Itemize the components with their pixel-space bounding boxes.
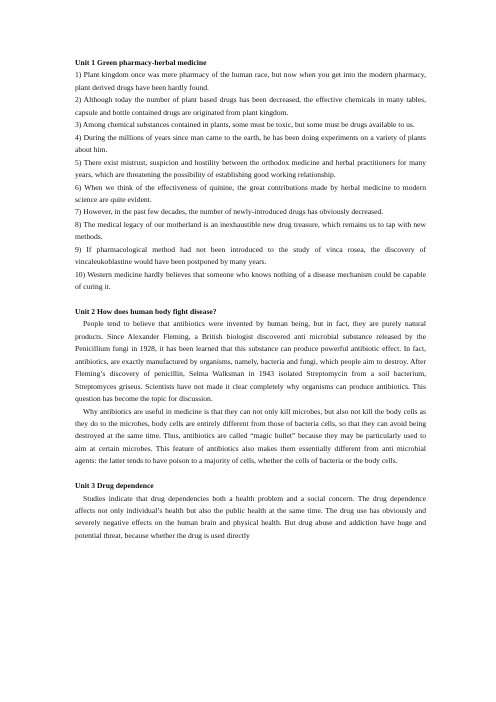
- unit-1-item-10: 10) Western medicine hardly believes that someone who knows nothing of a disease mechanism could be capable of curing it.: [75, 269, 426, 292]
- unit-1-item-4: 4) During the millions of years since man came to the earth, he has been doing experiments on a variety of plants about him.: [75, 132, 426, 155]
- section-spacer: [75, 468, 426, 480]
- section-spacer: [75, 294, 426, 306]
- unit-1-item-8: 8) The medical legacy of our motherland is an inexhaustible new drug treasure, which remains us to tap with new methods.: [75, 219, 426, 242]
- unit-2-paragraph-2: Why antibiotics are useful in medicine is that they can not only kill microbes, but also not kill the body cells as they do to the microbes, body cells are entirely different from those of bacteria cells, so that they can avoid being destroyed at the same time. Thus, antibiotics are called “magic bullet” because they may be particularly used to aim at certain microbes. This feature of antibiotics also makes them essentially different from anti microbial agents: the latter tends to have poison to a majority of cells, whether the cells of bacteria or the body cells.: [75, 406, 426, 466]
- unit-1-item-9: 9) If pharmacological method had not been introduced to the study of vinca rosea, the discovery of vincaleukoblastine would have been postponed by many years.: [75, 244, 426, 267]
- unit-2-paragraph-1: People tend to believe that antibiotics were invented by human being, but in fact, they are purely natural products. Since Alexander Fleming, a British biologist discovered anti microbial substance released by the Penicillium fungi in 1928, it has been learned that this substance can produce powerful antibiotic effect. In fact, antibiotics, are exactly manufactured by organisms, namely, bacteria and fungi, which people aim to destroy. After Fleming’s discovery of penicillin, Selma Walksman in 1943 isolated Streptomycin from a soil bacterium, Streptomyces griseus. Scientists have not made it clear completely why organisms can produce antibiotics. This question has become the topic for discussion.: [75, 319, 426, 404]
- unit-1-item-7: 7) However, in the past few decades, the number of newly-introduced drugs has obviously decreased.: [75, 207, 384, 217]
- unit-1-item-2: 2) Although today the number of plant based drugs has been decreased, the effective chemicals in many tables, capsule and bottle contained drugs are originated from plant kingdom.: [75, 95, 426, 117]
- unit-1-item-5: 5) There exist mistrust, suspicion and hostility between the orthodox medicine and herbal practitioners for many years, which are threatening the possibility of establishing good working relationship.: [75, 157, 426, 180]
- unit-3-title: Unit 3 Drug dependence: [75, 481, 154, 491]
- unit-1-item-1: 1) Plant kingdom once was mere pharmacy of the human race, but now when you get into the modern pharmacy, plant derived drugs have been hardly found.: [75, 70, 426, 92]
- unit-1-section: [75, 57, 426, 294]
- unit-1-item-3: 3) Among chemical substances contained in plants, some must be toxic, but some must be drugs available to us.: [75, 120, 415, 130]
- unit-1-title: Unit 1 Green pharmacy-herbal medicine: [75, 58, 207, 67]
- unit-3-section: [75, 480, 426, 542]
- unit-2-section: [75, 306, 426, 468]
- document-page: [75, 57, 426, 542]
- unit-2-title: Unit 2 How does human body fight disease?: [75, 306, 217, 316]
- unit-1-item-6: 6) When we think of the effectiveness of quinine, the great contributions made by herbal medicine to modern science are quite evident.: [75, 182, 426, 204]
- unit-3-paragraph-1: Studies indicate that drug dependencies both a health problem and a social concern. The drug dependence affects not only individual’s health but also the public health at the same time. The drug use has obviously and severely negative effects on the human brain and physical health. But drug abuse and addiction have huge and potential threat, because whether the drug is used directly: [75, 493, 426, 540]
